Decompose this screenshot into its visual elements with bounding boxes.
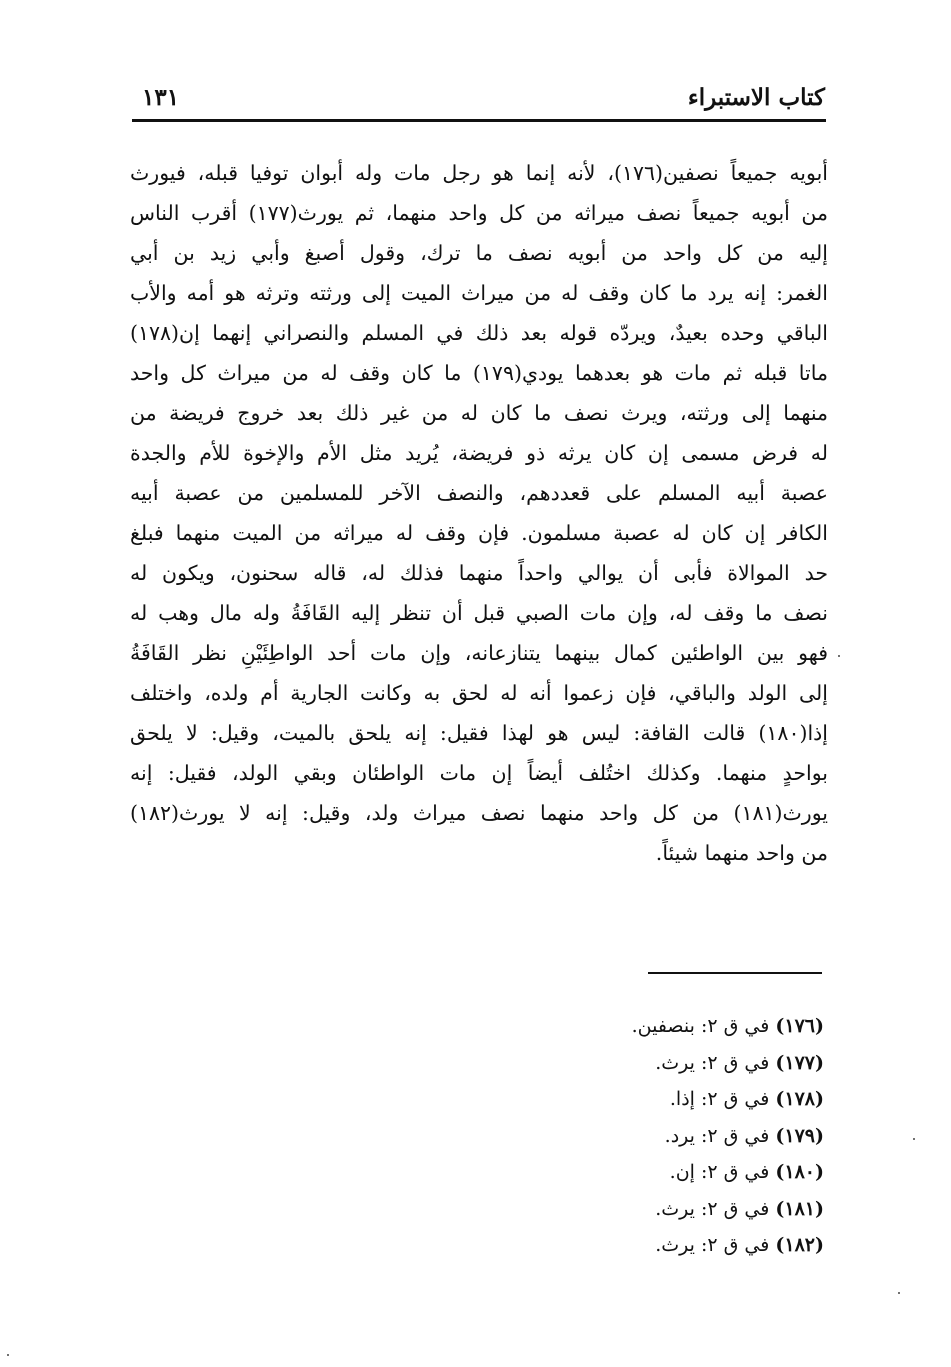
main-text — [130, 153, 828, 873]
chapter-title: كتاب الاستبراء — [687, 84, 825, 111]
text-line: عصبة أبيه المسلم على قعددهم، والنصف الآخر للمسلمين من عصبة أبيه — [130, 481, 828, 505]
footnote-number: (١٧٦) — [775, 1015, 824, 1037]
text-line: من واحد منهما شيئاً. — [655, 841, 828, 865]
footnote — [560, 1154, 824, 1191]
text-line: حد الموالاة فأبى أن يوالي واحداً منهما فذلك له، قاله سحنون، ويكون له — [130, 561, 828, 585]
footnote-separator — [648, 972, 822, 974]
text-line: له فرض مسمى إن كان يرثه ذو فريضة، يُريد مثل الأم والإخوة للأم والجدة — [130, 441, 828, 465]
text-line: ماتا قبله ثم مات هو بعدهما يودي(١٧٩) ما كان وقف له من ميراث كل واحد — [130, 361, 828, 385]
footnote-text: في ق ٢: إن. — [669, 1161, 776, 1183]
footnote — [560, 1118, 824, 1155]
footnote-text: في ق ٢: يرث. — [655, 1051, 776, 1074]
footnote-text: في ق ٢: يرث. — [655, 1234, 776, 1256]
footnote-number: (١٧٩) — [775, 1124, 824, 1147]
text-line: فهو بين الواطئين كمال بينهما يتنازعانه، وإن مات أحد الواطِئَيْنِ نظر القَافَةُ — [130, 641, 828, 665]
text-line: إليه من كل واحد من أبويه نصف ما ترك، وقول أصبغ وأبي زيد بن أبي — [130, 241, 828, 265]
scan-speck — [913, 1138, 915, 1140]
text-line: يورث(١٨١) من كل واحد منهما نصف ميراث ولد، وقيل: إنه لا يورث(١٨٢) — [130, 801, 828, 825]
scan-speck — [838, 655, 840, 657]
text-line: نصف ما وقف له، وإن مات الصبي قبل أن تنظر إليه القَافَةُ وله مال وهب له — [130, 601, 828, 625]
footnote-text: في ق ٢: بنصفين. — [631, 1015, 776, 1037]
footnote-number: (١٨٠) — [775, 1161, 824, 1183]
footnote — [560, 1081, 824, 1118]
footnote-text: في ق ٢: يرث. — [655, 1197, 776, 1220]
footnote-number: (١٨١) — [775, 1197, 824, 1220]
scan-speck — [7, 1354, 9, 1356]
text-line: الباقي وحده بعيدٌ، ويردّه قوله بعد ذلك في المسلم والنصراني إنهما إن(١٧٨) — [130, 321, 828, 345]
footnote-number: (١٧٨) — [775, 1088, 824, 1110]
text-line: الكافر إن كان له عصبة مسلمون. فإن وقف له ميراثه من الميت منهما فبلغ — [130, 521, 828, 545]
scan-speck — [898, 1292, 900, 1294]
footnote-text: في ق ٢: يرد. — [664, 1124, 776, 1147]
footnotes — [560, 1008, 824, 1264]
text-line: إذا(١٨٠) قالت القافة: ليس هو لهذا فقيل: إنه يلحق بالميت، وقيل: لا يلحق — [130, 721, 828, 745]
footnote — [560, 1191, 824, 1228]
text-line: من أبويه جميعاً نصف ميراثه من كل واحد منهما، ثم يورث(١٧٧) أقرب الناس — [130, 201, 828, 225]
footnote-number: (١٨٢) — [775, 1234, 824, 1256]
footnote-number: (١٧٧) — [775, 1051, 824, 1074]
text-line: الغمر: إنه يرد ما كان وقف له من ميراث الميت إلى ورثته وترثه هو أمه والأب — [130, 281, 828, 305]
header-divider — [132, 119, 826, 122]
footnote — [560, 1045, 824, 1082]
text-line: منهما إلى ورثته، ويرث نصف ما كان له من غير ذلك بعد خروج فريضة من — [130, 401, 828, 425]
footnote — [560, 1227, 824, 1264]
footnote — [560, 1008, 824, 1045]
page-number: ١٣١ — [142, 84, 180, 111]
text-line: بواحدٍ منهما. وكذلك اختُلف أيضاً إن مات الواطئان وبقي الولد، فقيل: إنه — [130, 761, 828, 785]
text-line: إلى الولد والباقي، فإن زعموا أنه له لحق به وكانت الجارية أم ولده، واختلف — [130, 681, 828, 705]
footnote-text: في ق ٢: إذا. — [669, 1088, 776, 1110]
running-header — [132, 78, 825, 118]
text-line: أبويه جميعاً نصفين(١٧٦)، لأنه إنما هو رجل مات وله أبوان توفيا قبله، فيورث — [130, 161, 828, 185]
